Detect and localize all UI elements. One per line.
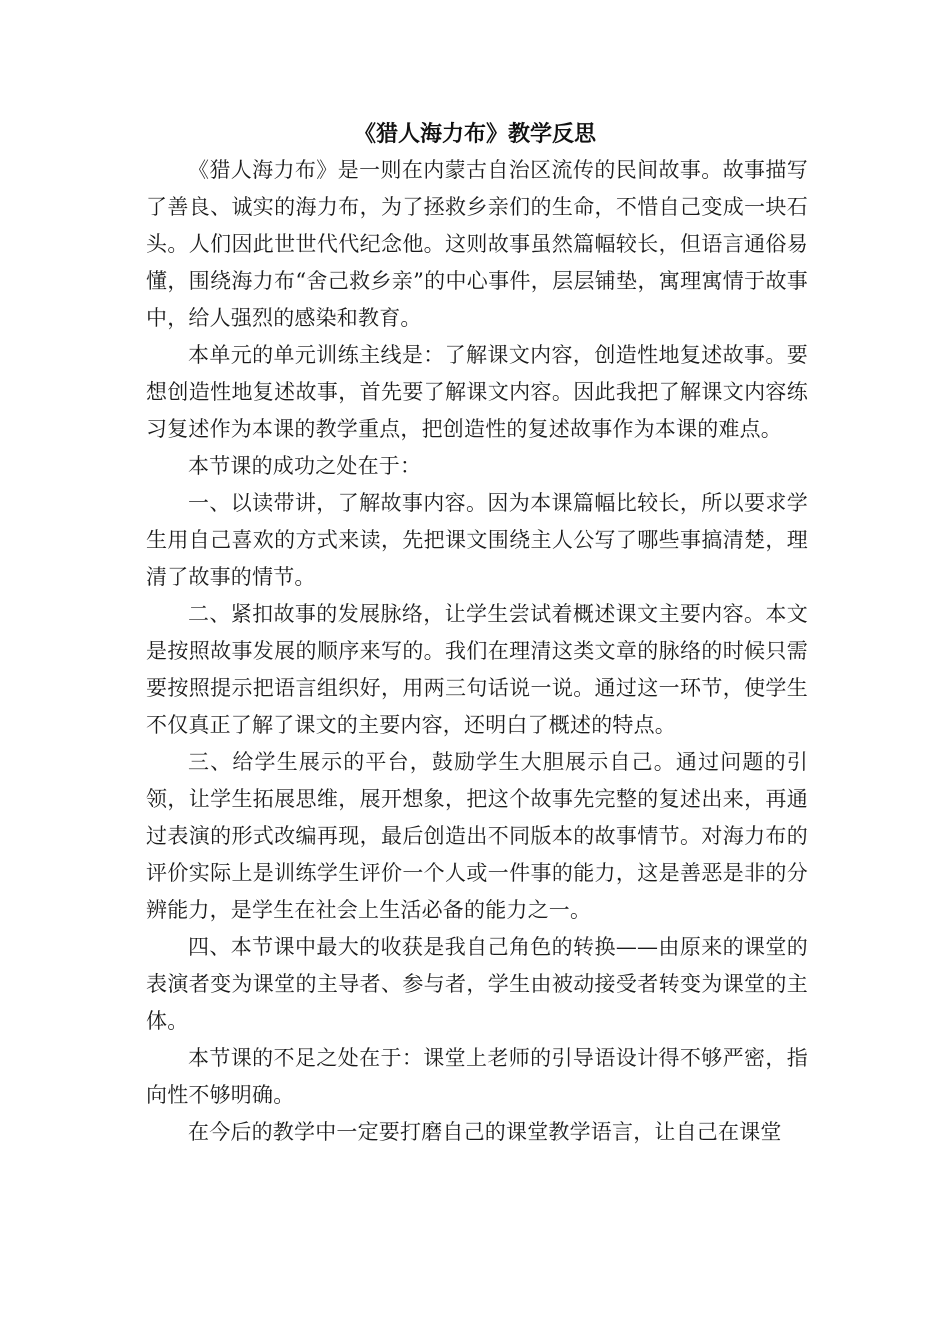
paragraph-point-3: 三、给学生展示的平台，鼓励学生大胆展示自己。通过问题的引领，让学生拓展思维，展开想象，把这个故事先完整的复述出来，再通过表演的形式改编再现，最后创造出不同版本的故事情节。对海力布的评价实际上是训练学生评价一个人或一件事的能力，这是善恶是非的分辨能力，是学生在社会上生活必备的能力之一。 xyxy=(146,750,808,922)
paragraph-point-1: 一、以读带讲，了解故事内容。因为本课篇幅比较长，所以要求学生用自己喜欢的方式来读，先把课文围绕主人公写了哪些事搞清楚，理清了故事的情节。 xyxy=(146,491,808,589)
paragraph-point-2: 二、紧扣故事的发展脉络，让学生尝试着概述课文主要内容。本文是按照故事发展的顺序来写的。我们在理清这类文章的脉络的时候只需要按照提示把语言组织好，用两三句话说一说。通过这一环节，使学生不仅真正了解了课文的主要内容，还明白了概述的特点。 xyxy=(146,602,808,737)
document-title: 《猎人海力布》教学反思 xyxy=(353,122,596,147)
paragraph-success-heading: 本节课的成功之处在于： xyxy=(188,454,422,478)
paragraph-shortcomings: 本节课的不足之处在于：课堂上老师的引导语设计得不够严密，指向性不够明确。 xyxy=(146,1046,808,1107)
document-body xyxy=(146,152,808,1151)
paragraph-future: 在今后的教学中一定要打磨自己的课堂教学语言，让自己在课堂 xyxy=(188,1120,782,1144)
paragraph-unit-focus: 本单元的单元训练主线是：了解课文内容，创造性地复述故事。要想创造性地复述故事，首先要了解课文内容。因此我把了解课文内容练习复述作为本课的教学重点，把创造性的复述故事作为本课的难点。 xyxy=(146,343,808,441)
paragraph-intro: 《猎人海力布》是一则在内蒙古自治区流传的民间故事。故事描写了善良、诚实的海力布，为了拯救乡亲们的生命，不惜自己变成一块石头。人们因此世世代代纪念他。这则故事虽然篇幅较长，但语言通俗易懂，围绕海力布“舍己救乡亲”的中心事件，层层铺垫，寓理寓情于故事中，给人强烈的感染和教育。 xyxy=(146,158,808,330)
paragraph-point-4: 四、本节课中最大的收获是我自己角色的转换——由原来的课堂的表演者变为课堂的主导者、参与者，学生由被动接受者转变为课堂的主体。 xyxy=(146,935,808,1033)
